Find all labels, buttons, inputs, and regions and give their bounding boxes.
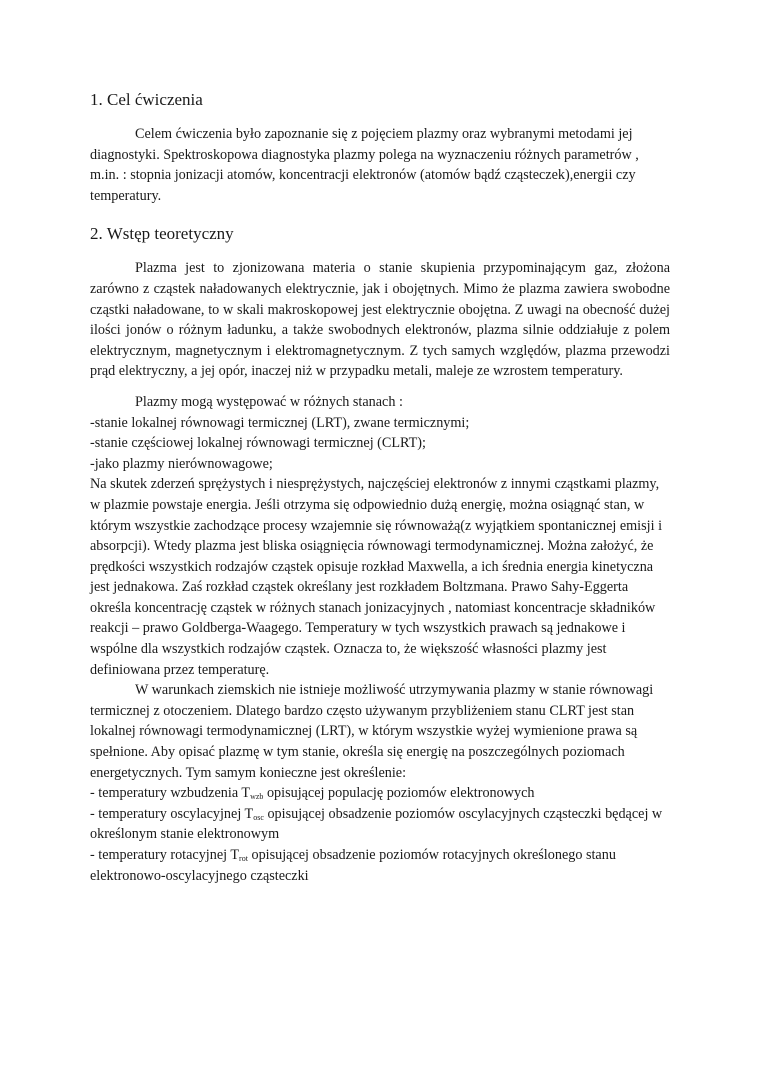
section-2-heading: 2. Wstęp teoretyczny [90,224,234,244]
plasma-state-item: -stanie lokalnej równowagi termicznej (LRT), zwane termicznymi; [90,414,470,431]
plasma-state-item: -stanie częściowej lokalnej równowagi termicznej (CLRT); [90,435,426,452]
plasma-definition-paragraph: Plazma jest to zjonizowana materia o stanie skupienia przypominającym gaz, złożona zarówno z cząstek naładowanych elektrycznie, jak i obojętnych. Mimo że plazma zawiera swobodne cząstki naładowane, to w skali makroskopowej jest elektrycznie obojętna. Z uwagi na obecność dużej ilości jonów o różnym ładunku, a także swobodnych elektronów, plazma silnie oddziałuje z polem elektrycznym, magnetycznym i elektromagnetycznym. Z tych samych względów, plazma przewodzi prąd elektryczny, a jej opór, inaczej niż w przypadku metali, maleje ze wzrostem temperatury. [90,260,670,380]
plasma-states-intro: Plazmy mogą występować w różnych stanach : [135,393,403,410]
temperature-item-rotation: - temperatury rotacyjnej $T_{rot}$ opisującej obsadzenie poziomów rotacyjnych określonego stanu elektronowo-oscylacyjnego cząsteczki [90,847,616,884]
document-page [90,88,670,886]
temperature-item-excitation: - temperatury wzbudzenia $T_{wzb}$ opisującej populację poziomów elektronowych [90,785,535,802]
lrt-paragraph: W warunkach ziemskich nie istnieje możliwość utrzymywania plazmy w stanie równowagi termicznej z otoczeniem. Dlatego bardzo często używanym przybliżeniem stanu CLRT jest stan lokalnej równowagi termodynamicznej (LRT), w którym wszystkie wyżej wymienione prawa są spełnione. Aby opisać plazmę w tym stanie, określa się energię na poszczególnych poziomach energetycznych. Tym samym konieczne jest określenie: [90,682,654,781]
section-1-paragraph: Celem ćwiczenia było zapoznanie się z pojęciem plazmy oraz wybranymi metodami jej diagnostyki. Spektroskopowa diagnostyka plazmy polega na wyznaczeniu różnych parametrów , m.in. : stopnia jonizacji atomów, koncentracji elektronów (atomów bądź cząsteczek),energii czy temperatury. [90,126,639,204]
equilibrium-paragraph: Na skutek zderzeń sprężystych i niesprężystych, najczęściej elektronów z innymi cząstkami plazmy, w plazmie powstaje energia. Jeśli otrzyma się odpowiednio dużą energię, można osiągnąć stan, w którym wszystkie zachodzące procesy wzajemnie się równoważą(z wyjątkiem spontanicznej emisji i absorpcji). Wtedy plazma jest bliska osiągnięcia równowagi termodynamicznej. Można założyć, że prędkości wszystkich rodzajów cząstek opisuje rozkład Maxwella, a ich średnia energia kinetyczna jest jednakowa. Zaś rozkład cząstek określany jest rozkładem Boltzmana. Prawo Sahy-Eggerta określa koncentrację cząstek w różnych stanach jonizacyjnych , natomiast koncentracje składników reakcji – prawo Goldberga-Waagego. Temperatury w tych wszystkich prawach są jednakowe i wspólne dla wszystkich rodzajów cząstek. Oznacza to, że większość własności plazmy jest definiowana przez temperaturę. [90,476,663,678]
temperature-item-oscillation: - temperatury oscylacyjnej $T_{osc}$ opisującej obsadzenie poziomów oscylacyjnych cząsteczki będącej w określonym stanie elektronowym [90,805,663,843]
plasma-state-item: -jako plazmy nierównowagowe; [90,455,273,472]
section-1-heading: 1. Cel ćwiczenia [90,90,203,109]
